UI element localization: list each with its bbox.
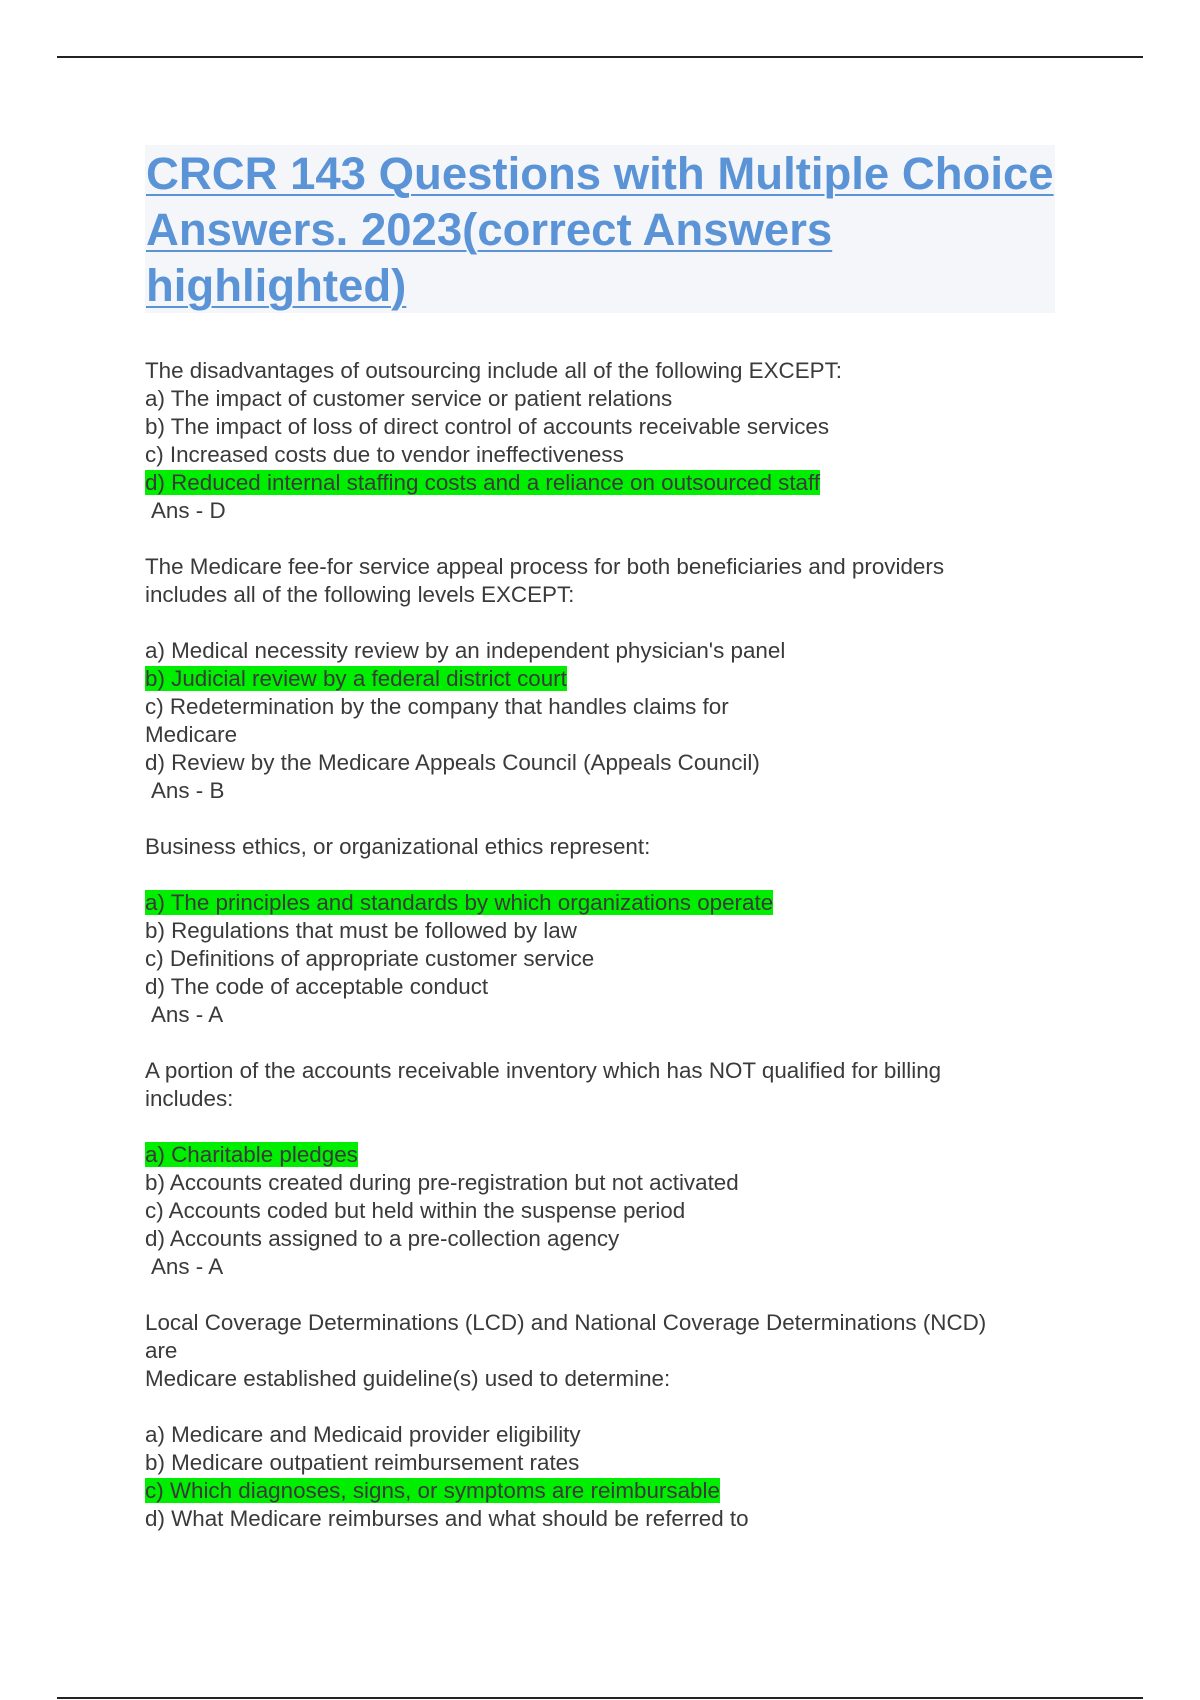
option-b: b) Accounts created during pre-registration but not activated <box>145 1170 739 1195</box>
question-stem-line: The disadvantages of outsourcing include all of the following EXCEPT: <box>145 358 843 383</box>
question-2 <box>145 553 1095 805</box>
option-c: c) Redetermination by the company that handles claims for <box>145 694 729 719</box>
top-rule <box>57 56 1143 58</box>
option-b: b) The impact of loss of direct control of accounts receivable services <box>145 414 830 439</box>
question-4 <box>145 1057 1095 1281</box>
option-a: a) The impact of customer service or patient relations <box>145 386 673 411</box>
document-title[interactable]: CRCR 143 Questions with Multiple Choice Answers. 2023(correct Answers highlighted) <box>146 148 1054 311</box>
option-c: c) Definitions of appropriate customer service <box>145 946 595 971</box>
option-a-highlighted: a) The principles and standards by which organizations operate <box>145 890 774 915</box>
option-d: d) Accounts assigned to a pre-collection agency <box>145 1226 620 1251</box>
option-d: d) Review by the Medicare Appeals Council (Appeals Council) <box>145 750 760 775</box>
option-a: a) Medical necessity review by an independent physician's panel <box>145 638 786 663</box>
question-list <box>145 357 1095 1533</box>
question-stem: includes all of the following levels EXCEPT: <box>145 582 575 607</box>
option-a: a) Medicare and Medicaid provider eligibility <box>145 1422 581 1447</box>
question-1 <box>145 357 1095 525</box>
question-stem: are <box>145 1338 178 1363</box>
option-d: d) What Medicare reimburses and what should be referred to <box>145 1506 749 1531</box>
question-stem: Business ethics, or organizational ethics represent: <box>145 834 651 859</box>
question-stem: The Medicare fee-for service appeal process for both beneficiaries and providers <box>145 554 945 579</box>
option-b: b) Medicare outpatient reimbursement rates <box>145 1450 580 1475</box>
option-d-highlighted: d) Reduced internal staffing costs and a reliance on outsourced staff <box>145 470 821 495</box>
option-b-highlighted: b) Judicial review by a federal district court <box>145 666 567 691</box>
question-stem: Medicare established guideline(s) used to determine: <box>145 1366 671 1391</box>
option-c: c) Accounts coded but held within the suspense period <box>145 1198 686 1223</box>
question-3 <box>145 833 1095 1029</box>
question-stem: Local Coverage Determinations (LCD) and National Coverage Determinations (NCD) <box>145 1310 987 1335</box>
option-c-continued: Medicare <box>145 722 238 747</box>
bottom-rule <box>57 1697 1143 1699</box>
option-a-highlighted: a) Charitable pledges <box>145 1142 358 1167</box>
question-stem: includes: <box>145 1086 234 1111</box>
question-stem <box>145 357 1095 385</box>
option-c: c) Increased costs due to vendor ineffectiveness <box>145 442 624 467</box>
answer-line: Ans - B <box>151 778 225 803</box>
answer-line: Ans - D <box>151 498 226 523</box>
answer-line: Ans - A <box>151 1002 224 1027</box>
option-b: b) Regulations that must be followed by law <box>145 918 577 943</box>
question-stem: A portion of the accounts receivable inventory which has NOT qualified for billing <box>145 1058 942 1083</box>
answer-line: Ans - A <box>151 1254 224 1279</box>
question-5 <box>145 1309 1095 1533</box>
option-d: d) The code of acceptable conduct <box>145 974 489 999</box>
option-c-highlighted: c) Which diagnoses, signs, or symptoms are reimbursable <box>145 1478 720 1503</box>
